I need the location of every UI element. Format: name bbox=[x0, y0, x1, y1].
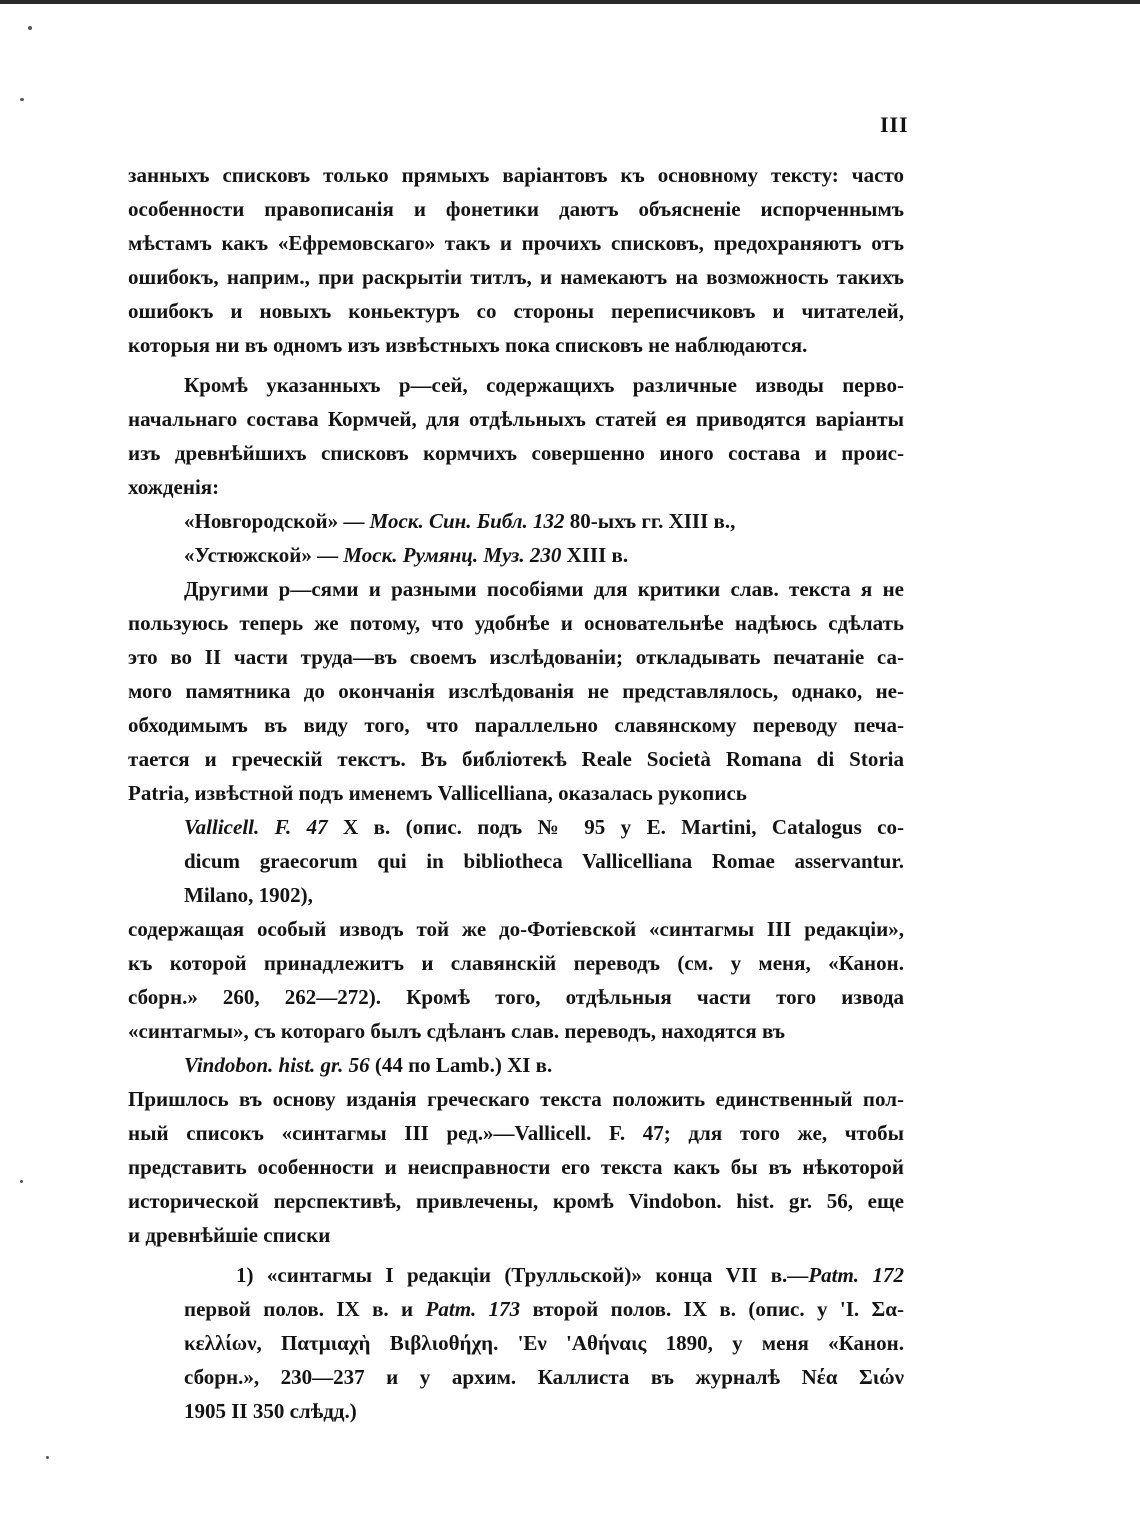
text-line: къ которой принадлежитъ и славянскій переводъ (см. у меня, «Канон. bbox=[128, 951, 904, 975]
text-line: занныхъ списковъ только прямыхъ варіантовъ къ основному тексту: часто bbox=[128, 163, 904, 187]
text-line: это во II части труда—въ своемъ изслѣдованіи; откладывать печатаніе са- bbox=[128, 645, 904, 669]
text-line: которыя ни въ одномъ изъ извѣстныхъ пока списковъ не наблюдаются. bbox=[128, 333, 808, 357]
text-line: 1) «синтагмы I редакціи (Трулльской)» конца VII в.—Patm. 172 bbox=[236, 1263, 904, 1287]
text-line: сборн.», 230—237 и у архим. Каллиста въ журналѣ Νέα Σιών bbox=[184, 1365, 904, 1389]
text-line: мого памятника до окончанія изслѣдованія не представлялось, однако, не- bbox=[128, 679, 904, 703]
body-text bbox=[128, 158, 904, 1428]
scan-speck bbox=[20, 1180, 23, 1183]
text-line: представить особенности и неисправности его текста какъ бы въ нѣкоторой bbox=[128, 1155, 904, 1179]
text-line: κελλίων, Πατμιαχὴ Βιβλιοθήχη. 'Εν 'Αθήναις 1890, у меня «Канон. bbox=[184, 1331, 904, 1355]
text-line: dicum graecorum qui in bibliotheca Vallicelliana Romae asservantur. bbox=[184, 849, 904, 873]
text-line: пользуюсь теперь же потому, что удобнѣе и основательнѣе надѣюсь сдѣлать bbox=[128, 611, 904, 635]
text-line: ошибокъ, наприм., при раскрытіи титлъ, и намекаютъ на возможность такихъ bbox=[128, 265, 904, 289]
text-line: Patria, извѣстной подъ именемъ Vallicelliana, оказалась рукопись bbox=[128, 781, 747, 805]
page-number: III bbox=[880, 112, 909, 137]
text-line: изъ древнѣйшихъ списковъ кормчихъ совершенно иного состава и проис- bbox=[128, 441, 904, 465]
text-line: содержащая особый изводъ той же до-Фотіевской «синтагмы III редакціи», bbox=[128, 917, 904, 941]
text-line: Кромѣ указанныхъ р—сей, содержащихъ различные изводы перво- bbox=[184, 373, 904, 397]
text-line: «Новгородской» — Моск. Син. Библ. 132 80-ыхъ гг. XIII в., bbox=[184, 509, 736, 533]
text-line: 1905 II 350 слѣдд.) bbox=[184, 1399, 357, 1423]
text-line: ный списокъ «синтагмы III ред.»—Vallicell. F. 47; для того же, чтобы bbox=[128, 1121, 904, 1145]
text-line: Пришлось въ основу изданія греческаго текста положить единственный пол- bbox=[128, 1087, 904, 1111]
text-line: Другими р—сями и разными пособіями для критики слав. текста я не bbox=[184, 577, 904, 601]
scan-speck bbox=[28, 26, 32, 30]
text-line: хожденія: bbox=[128, 475, 220, 499]
text-line: Vallicell. F. 47 X в. (опис. подъ № 95 у E. Martini, Catalogus co- bbox=[184, 815, 904, 839]
text-line: «Устюжской» — Моск. Румянц. Муз. 230 XIII в. bbox=[184, 543, 629, 567]
text-line: исторической перспективѣ, привлечены, кромѣ Vindobon. hist. gr. 56, еще bbox=[128, 1189, 904, 1213]
scan-speck bbox=[20, 98, 24, 101]
text-line: мѣстамъ какъ «Ефремовскаго» такъ и прочихъ списковъ, предохраняютъ отъ bbox=[128, 231, 904, 255]
text-line: Vindobon. hist. gr. 56 (44 по Lamb.) XI в. bbox=[184, 1053, 553, 1077]
text-line: сборн.» 260, 262—272). Кромѣ того, отдѣльныя части того извода bbox=[128, 985, 904, 1009]
text-line: и древнѣйшіе списки bbox=[128, 1223, 331, 1247]
text-line: особенности правописанія и фонетики даютъ объясненіе испорченнымъ bbox=[128, 197, 904, 221]
text-line: начальнаго состава Кормчей, для отдѣльныхъ статей ея приводятся варіанты bbox=[128, 407, 904, 431]
text-line: тается и греческій текстъ. Въ библіотекѣ Reale Società Romana di Storia bbox=[128, 747, 904, 771]
text-line: ошибокъ и новыхъ коньектуръ со стороны переписчиковъ и читателей, bbox=[128, 299, 904, 323]
text-line: обходимымъ въ виду того, что параллельно славянскому переводу печа- bbox=[128, 713, 904, 737]
scan-speck bbox=[46, 1456, 49, 1459]
top-scan-border bbox=[0, 0, 1140, 4]
text-line: «синтагмы», съ котораго былъ сдѣланъ слав. переводъ, находятся въ bbox=[128, 1019, 786, 1043]
text-line: первой полов. IX в. и Patm. 173 второй полов. IX в. (опис. у 'I. Σα- bbox=[184, 1297, 904, 1321]
text-line: Milano, 1902), bbox=[184, 883, 313, 907]
